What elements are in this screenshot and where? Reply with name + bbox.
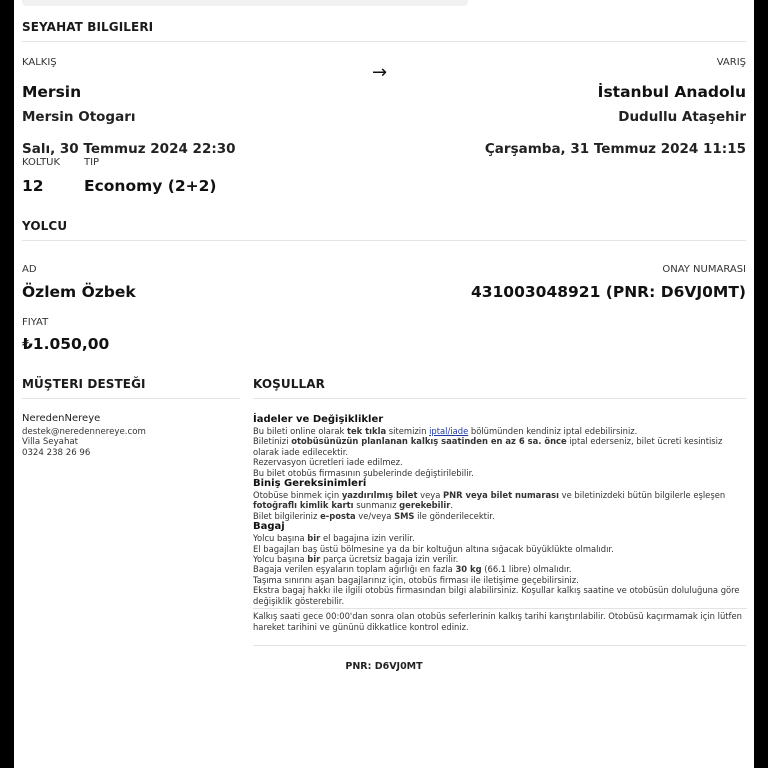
confirmation-label: ONAY NUMARASI: [662, 264, 746, 275]
departure-station: Mersin Otogarı: [22, 109, 136, 125]
bus-type: Economy (2+2): [84, 177, 217, 195]
arrival-time: Çarşamba, 31 Temmuz 2024 11:15: [484, 141, 746, 157]
luggage-line-3: Yolcu başına bir parça ücretsiz bagaja izin verilir.: [253, 554, 459, 565]
departure-city: Mersin: [22, 83, 82, 101]
seat-label: KOLTUK: [22, 157, 61, 168]
refund-line-3: Rezervasyon ücretleri iade edilmez.: [253, 457, 403, 468]
refund-line-4: Bu bilet otobüs firmasının şubelerinde değiştirilebilir.: [253, 467, 474, 478]
arrival-city: İstanbul Anadolu: [597, 83, 746, 101]
support-agency: Villa Seyahat: [22, 437, 79, 447]
refund-line-1: Bu bileti online olarak tek tıkla sitemizin iptal/iade bölümünden kendiniz iptal edebilirsiniz.: [253, 426, 638, 436]
support-company: NeredenNereye: [22, 413, 101, 424]
boarding-line-2: Bilet bilgileriniz e-posta ve/veya SMS ile gönderilecektir.: [253, 510, 495, 521]
refund-title: İadeler ve Değişiklikler: [253, 414, 384, 425]
support-section-title: MÜŞTERI DESTEĞI: [22, 377, 146, 391]
departure-label: KALKIŞ: [22, 57, 57, 68]
arrival-station: Dudullu Ataşehir: [618, 109, 746, 125]
departure-time: Salı, 30 Temmuz 2024 22:30: [22, 141, 236, 157]
name-label: AD: [22, 264, 37, 275]
luggage-title: Bagaj: [253, 521, 285, 533]
price-label: FIYAT: [22, 317, 49, 328]
arrival-label: VARIŞ: [716, 57, 746, 68]
conditions-divider: [253, 398, 746, 399]
refund-line-2: Biletinizi otobüsünüzün planlanan kalkış saatinden en az 6 sa. önce iptal ederseniz, bilet ücreti kesintisiz olarak iade edilecektir.: [253, 436, 723, 457]
passenger-divider: [22, 240, 746, 241]
cancel-refund-link[interactable]: iptal/iade: [429, 426, 469, 436]
conditions-section-title: KOŞULLAR: [253, 377, 325, 391]
footer-pnr: PNR: D6VJ0MT: [345, 661, 423, 672]
conditions-text: [253, 414, 747, 632]
seat-number: 12: [22, 177, 44, 195]
travel-divider: [22, 41, 746, 42]
arrow-right-icon: →: [372, 62, 388, 83]
passenger-name: Özlem Özbek: [22, 283, 136, 301]
boarding-title: Biniş Gereksinimleri: [253, 478, 367, 490]
footer-divider: [253, 645, 746, 646]
travel-section-title: SEYAHAT BILGILERI: [22, 20, 154, 34]
price-value: ₺1.050,00: [22, 335, 110, 353]
luggage-line-4: Bagaja verilen eşyaların toplam ağırlığı en fazla 30 kg (66.1 libre) olmalıdır.: [253, 564, 572, 575]
luggage-line-6: Ekstra bagaj hakkı ile ilgili otobüs firmasından bilgi alabilirsiniz. Koşullar kalkış saatine ve otobüsün doluluğuna göre değişiklik gösterebilir.: [253, 585, 740, 606]
confirmation-number: 431003048921 (PNR: D6VJ0MT): [470, 283, 746, 301]
type-label: TIP: [84, 157, 100, 168]
luggage-line-2: El bagajları baş üstü bölmesine ya da bir koltuğun altına sığacak büyüklükte olmalıdır.: [253, 543, 614, 554]
boarding-line-1: Otobüse binmek için yazdırılmış bilet veya PNR veya bilet numarası ve biletinizdeki bütün bilgilerle eşleşen fotoğraflı kimlik kartı sunmanız gerekebilir.: [253, 490, 726, 511]
support-email[interactable]: destek@neredennereye.com: [22, 427, 146, 437]
top-bar: [22, 0, 468, 6]
luggage-line-5: Taşıma sınırını aşan bagajlarınız için, otobüs firması ile iletişime geçebilirsiniz.: [253, 574, 579, 585]
support-phone: 0324 238 26 96: [22, 448, 91, 458]
passenger-section-title: YOLCU: [22, 219, 68, 233]
support-divider: [22, 398, 240, 399]
departure-time-note: Kalkış saati gece 00:00'dan sonra olan otobüs seferlerinin kalkış tarihi karıştırılabilir. Otobüsü kaçırmamak için lütfen hareket tarihini ve gününü dikkatlice kontrol ediniz.: [253, 608, 747, 632]
luggage-line-1: Yolcu başına bir el bagajına izin verilir.: [253, 533, 415, 544]
